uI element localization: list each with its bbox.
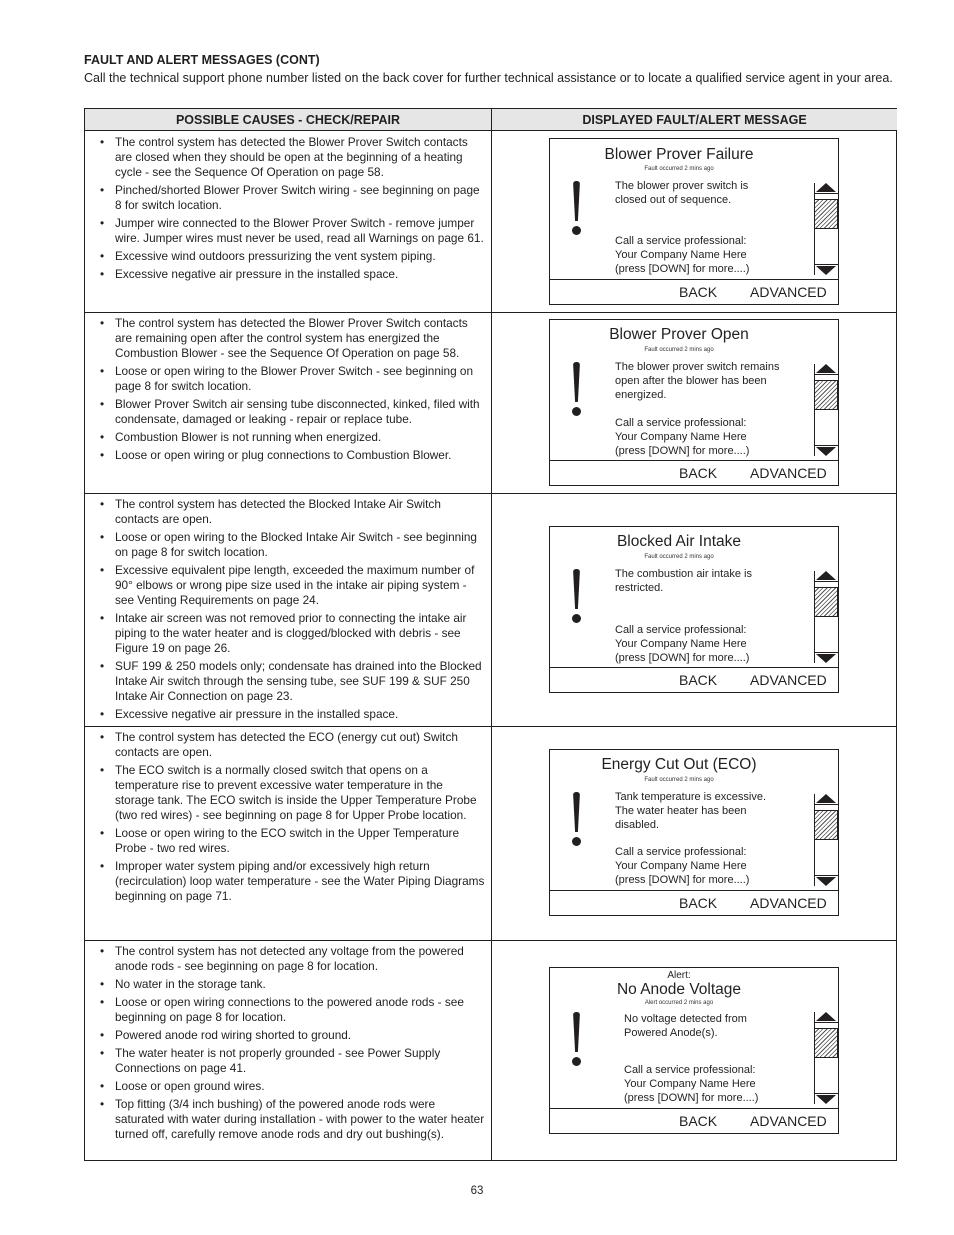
advanced-button[interactable]: ADVANCED — [750, 1113, 827, 1129]
scroll-divider — [814, 374, 838, 375]
cause-item: • No water in the storage tank. — [85, 977, 491, 992]
cause-item: • The control system has not detected any voltage from the powered anode rods - see beginning on page 8 for location. — [85, 944, 491, 974]
cause-item: • Excessive wind outdoors pressurizing the vent system piping. — [85, 249, 491, 264]
scroll-up-arrow-icon[interactable] — [816, 571, 836, 580]
cause-item: • The control system has detected the Blower Prover Switch contacts are closed when they should be open at the beginning of a heating cycle - see the Sequence Of Operation on page 58. — [85, 135, 491, 180]
cause-item: • Jumper wire connected to the Blower Prover Switch - remove jumper wire. Jumper wires must never be used, read all Warnings on page 61. — [85, 216, 491, 246]
service-message-line: (press [DOWN] for more....) — [615, 263, 750, 275]
screen-timestamp: Fault occurred 2 mins ago — [644, 777, 714, 783]
display-screen — [549, 138, 839, 305]
scrollbar[interactable] — [814, 571, 838, 663]
cause-item: • Powered anode rod wiring shorted to ground. — [85, 1028, 491, 1043]
cause-item: • Top fitting (3/4 inch bushing) of the powered anode rods were saturated with water during installation - with power to the water heater turned off, carefully remove anode rods and dry out bushing(s). — [85, 1097, 491, 1142]
scroll-track — [814, 571, 839, 663]
fault-message-line: disabled. — [615, 819, 660, 831]
service-message-line: Your Company Name Here — [615, 431, 747, 443]
screen-timestamp: Fault occurred 2 mins ago — [644, 554, 714, 560]
scroll-divider — [814, 1022, 838, 1023]
cause-item: • The ECO switch is a normally closed switch that opens on a temperature rise to prevent excessive water temperature in the storage tank. The ECO switch is inside the Upper Temperature Probe (two red wires) - see beginning on page 8 for Upper Probe location. — [85, 763, 491, 823]
fault-table — [84, 108, 897, 1161]
cause-item: • Excessive negative air pressure in the installed space. — [85, 707, 491, 722]
scroll-divider — [814, 193, 838, 194]
cause-item: • Loose or open wiring to the Blower Prover Switch - see beginning on page 8 for switch location. — [85, 364, 491, 394]
scroll-divider — [814, 1093, 838, 1094]
service-message-line: Your Company Name Here — [624, 1078, 756, 1090]
causes-list — [85, 497, 491, 725]
causes-list — [85, 944, 491, 1145]
scroll-thumb[interactable] — [814, 380, 838, 410]
column-divider — [491, 109, 492, 1160]
cause-item: • Loose or open wiring to the ECO switch in the Upper Temperature Probe - two red wires. — [85, 826, 491, 856]
scroll-thumb[interactable] — [814, 199, 838, 229]
service-message-line: (press [DOWN] for more....) — [615, 445, 750, 457]
cause-item: • Loose or open wiring connections to the powered anode rods - see beginning on page 8 for location. — [85, 995, 491, 1025]
cause-item: • Improper water system piping and/or excessively high return (recirculation) loop water temperature - see the Water Piping Diagrams beginning on page 71. — [85, 859, 491, 904]
row-divider — [85, 312, 896, 313]
cause-item: • The control system has detected the Blocked Intake Air Switch contacts are open. — [85, 497, 491, 527]
cause-item: • The control system has detected the Blower Prover Switch contacts are remaining open after the control system has energized the Combustion Blower - see the Sequence Of Operation on page 58. — [85, 316, 491, 361]
cause-item: • SUF 199 & 250 models only; condensate has drained into the Blocked Intake Air switch through the sensing tube, see SUF 199 & SUF 250 Intake Air Connection on page 23. — [85, 659, 491, 704]
scroll-thumb[interactable] — [814, 1028, 838, 1058]
service-message-line: (press [DOWN] for more....) — [615, 652, 750, 664]
fault-message-line: The combustion air intake is — [615, 568, 752, 580]
scrollbar[interactable] — [814, 364, 838, 456]
fault-message-line: The water heater has been — [615, 805, 747, 817]
scroll-track — [814, 364, 839, 456]
service-message — [615, 416, 795, 458]
screen-body — [550, 968, 838, 1109]
screen-buttons — [550, 1109, 838, 1133]
service-message-line: (press [DOWN] for more....) — [615, 874, 750, 886]
fault-message-line: Tank temperature is excessive. — [615, 791, 767, 803]
scroll-up-arrow-icon[interactable] — [816, 364, 836, 373]
screen-body — [550, 139, 838, 280]
fault-message — [615, 360, 795, 402]
causes-list — [85, 730, 491, 907]
scrollbar[interactable] — [814, 1012, 838, 1104]
scroll-track — [814, 1012, 839, 1104]
cause-item: • Loose or open wiring to the Blocked Intake Air Switch - see beginning on page 8 for switch location. — [85, 530, 491, 560]
scroll-down-arrow-icon[interactable] — [816, 1095, 836, 1104]
causes-list — [85, 316, 491, 466]
screen-body — [550, 320, 838, 461]
header-message: DISPLAYED FAULT/ALERT MESSAGE — [492, 109, 897, 131]
service-message-line: Call a service professional: — [615, 417, 747, 429]
screen-buttons — [550, 461, 838, 485]
scroll-divider — [814, 804, 838, 805]
cause-item: • Excessive equivalent pipe length, exceeded the maximum number of 90° elbows or wrong pipe size used in the intake air piping system - see Venting Requirements on page 24. — [85, 563, 491, 608]
service-message-line: Your Company Name Here — [615, 638, 747, 650]
scroll-track — [814, 794, 839, 886]
scroll-down-arrow-icon[interactable] — [816, 877, 836, 886]
scroll-divider — [814, 875, 838, 876]
cause-item: • Blower Prover Switch air sensing tube disconnected, kinked, filed with condensate, damaged or leaking - repair or replace tube. — [85, 397, 491, 427]
cause-item: • Loose or open wiring or plug connections to Combustion Blower. — [85, 448, 491, 463]
screen-buttons — [550, 891, 838, 915]
service-message — [615, 845, 795, 887]
section-title: FAULT AND ALERT MESSAGES (CONT) — [84, 53, 320, 67]
display-screen — [549, 319, 839, 486]
display-screen — [549, 967, 839, 1134]
scroll-divider — [814, 445, 838, 446]
fault-message-line: energized. — [615, 389, 667, 401]
service-message — [624, 1063, 804, 1105]
fault-message-line: The blower prover switch is — [615, 180, 749, 192]
screen-body — [550, 527, 838, 668]
fault-message — [615, 179, 795, 207]
row-divider — [85, 726, 896, 727]
fault-message — [615, 790, 795, 832]
back-button[interactable]: BACK — [679, 895, 718, 911]
scroll-divider — [814, 652, 838, 653]
screen-body — [550, 750, 838, 891]
service-message-line: Call a service professional: — [624, 1064, 756, 1076]
fault-message-line: restricted. — [615, 582, 664, 594]
header-causes: POSSIBLE CAUSES - CHECK/REPAIR — [85, 109, 491, 131]
fault-message-line: Powered Anode(s). — [624, 1027, 718, 1039]
page-number: 63 — [470, 1185, 484, 1197]
cause-item: • Loose or open ground wires. — [85, 1079, 491, 1094]
service-message — [615, 623, 795, 665]
row-divider — [85, 493, 896, 494]
back-button[interactable]: BACK — [679, 1113, 718, 1129]
service-message-line: Your Company Name Here — [615, 249, 747, 261]
service-message-line: Call a service professional: — [615, 846, 747, 858]
scroll-up-arrow-icon[interactable] — [816, 183, 836, 192]
fault-message — [615, 567, 795, 595]
scroll-thumb[interactable] — [814, 587, 838, 617]
fault-message-line: closed out of sequence. — [615, 194, 732, 206]
screen-timestamp: Fault occurred 2 mins ago — [644, 347, 714, 353]
cause-item: • Pinched/shorted Blower Prover Switch wiring - see beginning on page 8 for switch location. — [85, 183, 491, 213]
scroll-track — [814, 183, 839, 275]
row-divider — [85, 940, 896, 941]
cause-item: • The water heater is not properly grounded - see Power Supply Connections on page 41. — [85, 1046, 491, 1076]
screen-timestamp: Alert occurred 2 mins ago — [644, 1000, 714, 1006]
cause-item: • Excessive negative air pressure in the installed space. — [85, 267, 491, 282]
fault-message-line: open after the blower has been — [615, 375, 767, 387]
fault-message-line: The blower prover switch remains — [615, 361, 780, 373]
screen-title: Blocked Air Intake — [616, 533, 742, 550]
screen-title: No Anode Voltage — [616, 981, 742, 998]
screen-timestamp: Fault occurred 2 mins ago — [644, 166, 714, 172]
service-message-line: (press [DOWN] for more....) — [624, 1092, 759, 1104]
screen-title: Energy Cut Out (ECO) — [601, 756, 757, 773]
service-message — [615, 234, 795, 276]
advanced-button[interactable]: ADVANCED — [750, 465, 827, 481]
scroll-down-arrow-icon[interactable] — [816, 266, 836, 275]
scroll-divider — [814, 264, 838, 265]
fault-message-line: No voltage detected from — [624, 1013, 747, 1025]
causes-list — [85, 135, 491, 285]
fault-message — [624, 1012, 804, 1040]
screen-title: Blower Prover Open — [609, 326, 749, 343]
cause-item: • The control system has detected the ECO (energy cut out) Switch contacts are open. — [85, 730, 491, 760]
advanced-button[interactable]: ADVANCED — [750, 284, 827, 300]
back-button[interactable]: BACK — [679, 465, 718, 481]
screen-buttons — [550, 668, 838, 692]
display-screen — [549, 749, 839, 916]
service-message-line: Call a service professional: — [615, 235, 747, 247]
scroll-up-arrow-icon[interactable] — [816, 794, 836, 803]
intro-text: Call the technical support phone number listed on the back cover for further technical assistance or to locate a qualified service agent in your area. — [84, 71, 893, 85]
scrollbar[interactable] — [814, 794, 838, 886]
alert-prefix: Alert: — [667, 970, 691, 981]
cause-item: • Intake air screen was not removed prior to connecting the intake air piping to the water heater and is clogged/blocked with debris - see Figure 19 on page 26. — [85, 611, 491, 656]
scroll-thumb[interactable] — [814, 810, 838, 840]
advanced-button[interactable]: ADVANCED — [750, 672, 827, 688]
back-button[interactable]: BACK — [679, 284, 718, 300]
scroll-up-arrow-icon[interactable] — [816, 1012, 836, 1021]
display-screen — [549, 526, 839, 693]
screen-buttons — [550, 280, 838, 304]
scroll-down-arrow-icon[interactable] — [816, 447, 836, 456]
scroll-divider — [814, 581, 838, 582]
service-message-line: Call a service professional: — [615, 624, 747, 636]
screen-title: Blower Prover Failure — [604, 146, 754, 163]
advanced-button[interactable]: ADVANCED — [750, 895, 827, 911]
scroll-down-arrow-icon[interactable] — [816, 654, 836, 663]
cause-item: • Combustion Blower is not running when energized. — [85, 430, 491, 445]
service-message-line: Your Company Name Here — [615, 860, 747, 872]
scrollbar[interactable] — [814, 183, 838, 275]
back-button[interactable]: BACK — [679, 672, 718, 688]
